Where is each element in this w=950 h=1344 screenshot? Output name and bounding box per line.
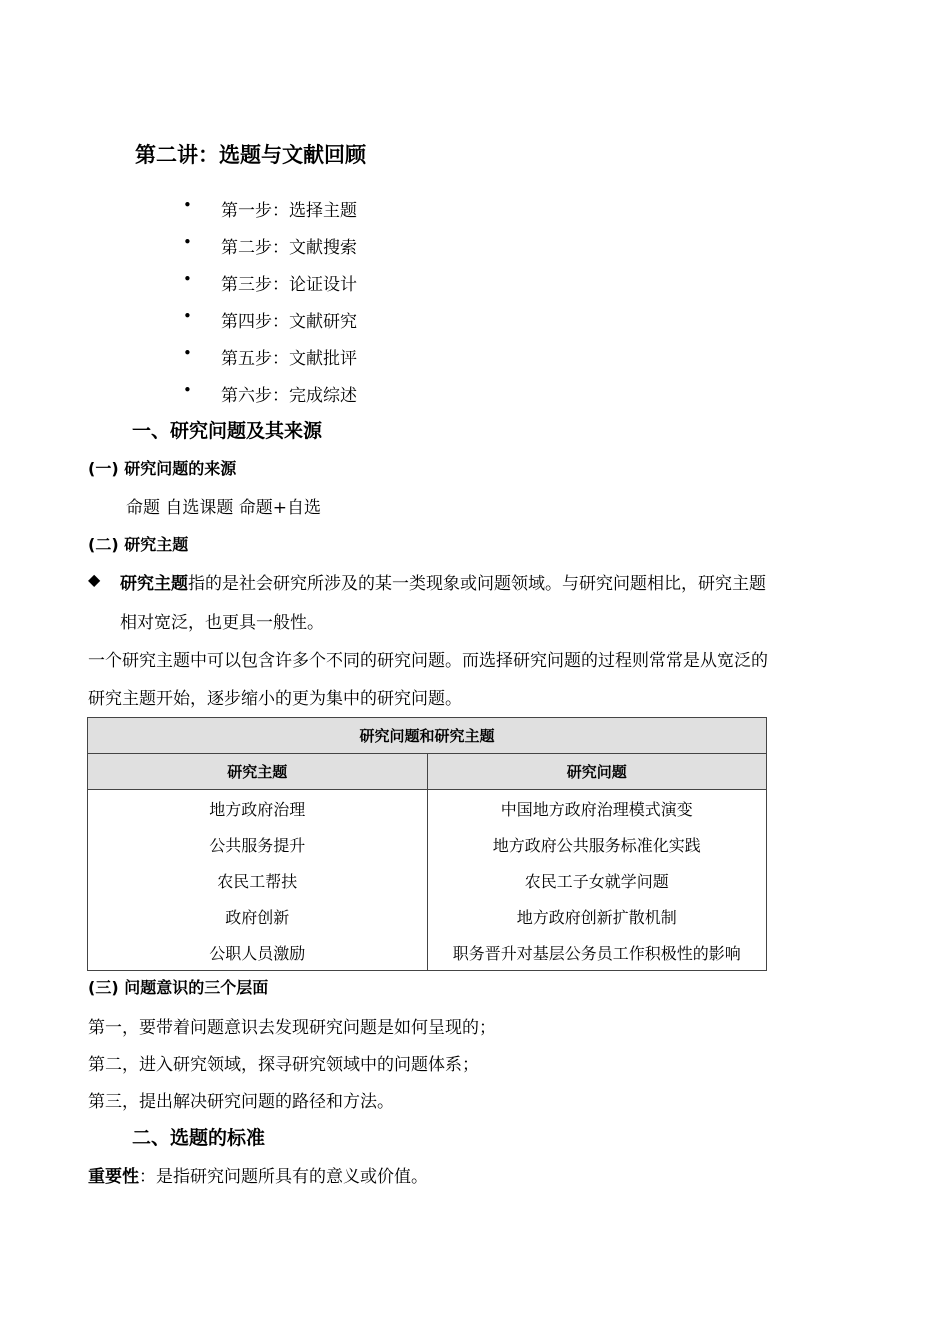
paragraph: 第三，提出解决研究问题的路径和方法。 bbox=[88, 1092, 394, 1112]
paragraph-text: ：是指研究问题所具有的意义或价值。 bbox=[139, 1167, 428, 1187]
table-cell: 公职人员激励 bbox=[88, 934, 428, 971]
page-title: 第二讲：选题与文献回顾 bbox=[135, 143, 366, 167]
bullet-icon: • bbox=[183, 196, 192, 214]
table-row bbox=[88, 934, 767, 971]
paragraph: 研究主题开始，逐步缩小的更为集中的研究问题。 bbox=[88, 689, 462, 709]
paragraph-text: 指的是社会研究所涉及的某一类现象或问题领域。与研究问题相比，研究主题 bbox=[188, 574, 766, 594]
step-text: 第五步：文献批评 bbox=[221, 349, 357, 369]
step-text: 第三步：论证设计 bbox=[221, 275, 357, 295]
paragraph: 一个研究主题中可以包含许多个不同的研究问题。而选择研究问题的过程则常常是从宽泛的 bbox=[88, 651, 768, 671]
bold-term: 研究主题 bbox=[120, 574, 188, 594]
paragraph: 命题 自选课题 命题+自选 bbox=[126, 498, 322, 518]
step-text: 第四步：文献研究 bbox=[221, 312, 357, 332]
paragraph bbox=[120, 569, 766, 594]
table-cell: 农民工子女就学问题 bbox=[427, 862, 767, 898]
table-cell: 中国地方政府治理模式演变 bbox=[427, 790, 767, 827]
table-cell: 地方政府公共服务标准化实践 bbox=[427, 826, 767, 862]
table-cell: 职务晋升对基层公务员工作积极性的影响 bbox=[427, 934, 767, 971]
paragraph bbox=[88, 1162, 428, 1187]
diamond-icon: ◆ bbox=[88, 570, 101, 589]
step-text: 第六步：完成综述 bbox=[221, 386, 357, 406]
section-heading: 一、研究问题及其来源 bbox=[132, 420, 323, 442]
table-row bbox=[88, 898, 767, 934]
bullet-icon: • bbox=[183, 344, 192, 362]
table-header: 研究主题 bbox=[88, 754, 428, 790]
bullet-icon: • bbox=[183, 233, 192, 251]
table-cell: 农民工帮扶 bbox=[88, 862, 428, 898]
bold-term: 重要性 bbox=[88, 1167, 139, 1187]
bullet-icon: • bbox=[183, 381, 192, 399]
subsection-heading: (三) 问题意识的三个层面 bbox=[88, 978, 269, 997]
subsection-heading: (一) 研究问题的来源 bbox=[88, 459, 237, 478]
table-header: 研究问题 bbox=[427, 754, 767, 790]
paragraph: 第二，进入研究领域，探寻研究领域中的问题体系； bbox=[88, 1055, 479, 1075]
topic-question-table bbox=[87, 717, 767, 971]
table-caption: 研究问题和研究主题 bbox=[88, 718, 767, 754]
bullet-icon: • bbox=[183, 270, 192, 288]
section-heading: 二、选题的标准 bbox=[132, 1127, 266, 1149]
table-cell: 公共服务提升 bbox=[88, 826, 428, 862]
table-row bbox=[88, 826, 767, 862]
table-row bbox=[88, 862, 767, 898]
paragraph: 第一，要带着问题意识去发现研究问题是如何呈现的； bbox=[88, 1018, 496, 1038]
paragraph: 相对宽泛，也更具一般性。 bbox=[120, 613, 324, 633]
table-cell: 政府创新 bbox=[88, 898, 428, 934]
table-cell: 地方政府创新扩散机制 bbox=[427, 898, 767, 934]
table-cell: 地方政府治理 bbox=[88, 790, 428, 827]
subsection-heading: (二) 研究主题 bbox=[88, 535, 189, 554]
table-row bbox=[88, 790, 767, 827]
bullet-icon: • bbox=[183, 307, 192, 325]
step-text: 第一步：选择主题 bbox=[221, 201, 357, 221]
step-text: 第二步：文献搜索 bbox=[221, 238, 357, 258]
